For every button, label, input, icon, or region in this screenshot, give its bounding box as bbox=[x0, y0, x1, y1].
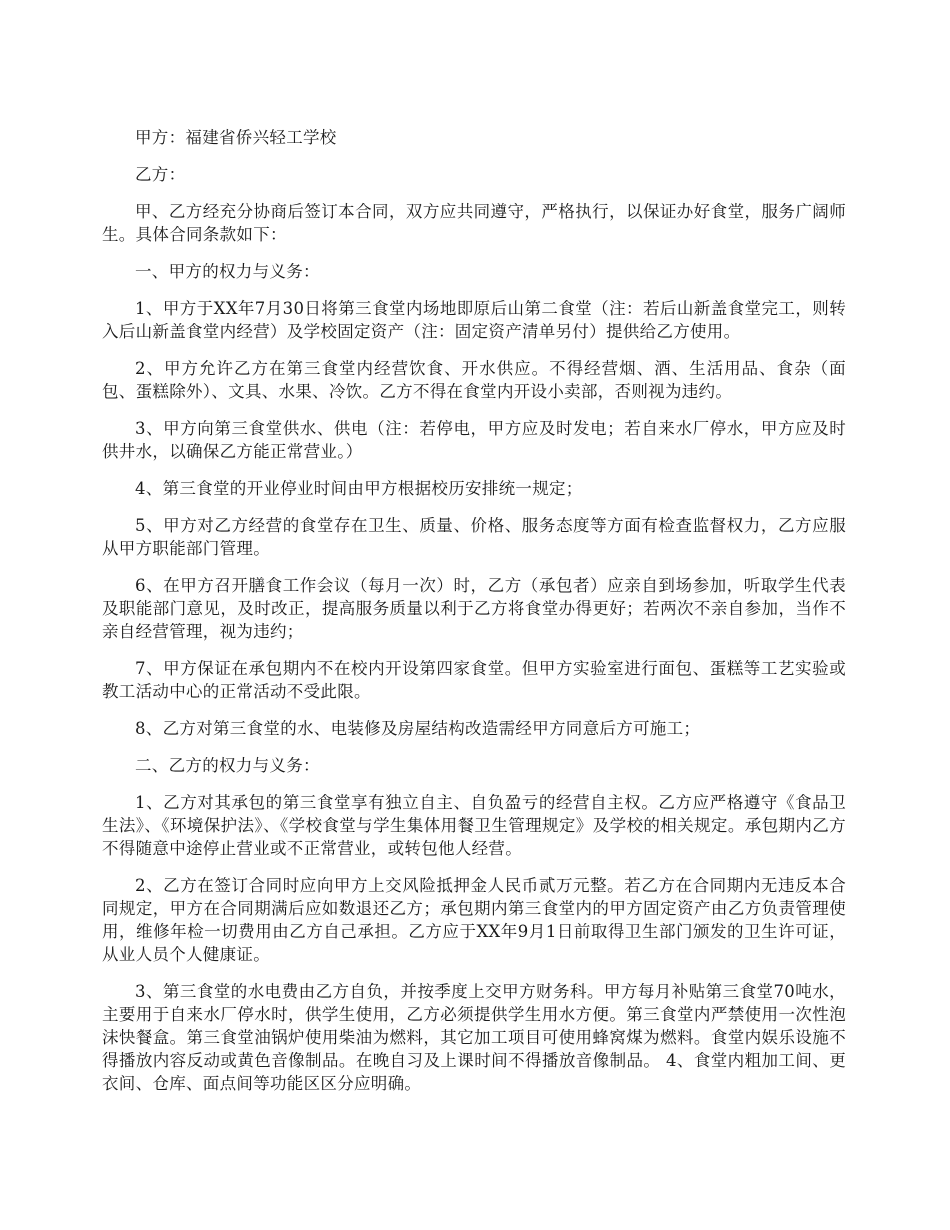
clause-b-1: 1、乙方对其承包的第三食堂享有独立自主、自负盈亏的经营自主权。乙方应严格遵守《食品卫生法》、《环境保护法》、《学校食堂与学生集体用餐卫生管理规定》及学校的相关规定。承包期内乙方不得随意中途停止营业或不正常营业，或转包他人经营。 bbox=[102, 793, 846, 858]
clause-a-4: 4、第三食堂的开业停业时间由甲方根据校历安排统一规定； bbox=[135, 479, 583, 498]
clause-a-8: 8、乙方对第三食堂的水、电装修及房屋结构改造需经甲方同意后方可施工； bbox=[135, 719, 701, 738]
clause-a-7: 7、甲方保证在承包期内不在校内开设第四家食堂。但甲方实验室进行面包、蛋糕等工艺实验或教工活动中心的正常活动不受此限。 bbox=[102, 659, 846, 701]
clause-b-3: 3、第三食堂的水电费由乙方自负，并按季度上交甲方财务科。甲方每月补贴第三食堂70吨水，主要用于自来水厂停水时，供学生使用，乙方必须提供学生用水方便。第三食堂内严禁使用一次性泡沫快餐盒。第三食堂油锅炉使用柴油为燃料，其它加工项目可使用蜂窝煤为燃料。食堂内娱乐设施不得播放内容反动或黄色音像制品。在晚自习及上课时间不得播放音像制品。 4、食堂内粗加工间、更衣间、仓库、面点间等功能区区分应明确。 bbox=[102, 982, 846, 1093]
party-a-line: 甲方：福建省侨兴轻工学校 bbox=[135, 128, 337, 147]
party-b-line: 乙方： bbox=[135, 165, 186, 184]
clause-a-6: 6、在甲方召开膳食工作会议（每月一次）时，乙方（承包者）应亲自到场参加，听取学生代表及职能部门意见，及时改正，提高服务质量以利于乙方将食堂办得更好；若两次不亲自参加，当作不亲自经营管理，视为违约； bbox=[102, 576, 846, 641]
contract-document bbox=[102, 126, 846, 1109]
clause-a-3: 3、甲方向第三食堂供水、供电（注：若停电，甲方应及时发电；若自来水厂停水，甲方应及时供井水，以确保乙方能正常营业。） bbox=[102, 419, 846, 461]
clause-a-5: 5、甲方对乙方经营的食堂存在卫生、质量、价格、服务态度等方面有检查监督权力，乙方应服从甲方职能部门管理。 bbox=[102, 516, 846, 558]
contract-intro: 甲、乙方经充分协商后签订本合同，双方应共同遵守，严格执行，以保证办好食堂，服务广阔师生。具体合同条款如下： bbox=[102, 202, 846, 244]
clause-a-2: 2、甲方允许乙方在第三食堂内经营饮食、开水供应。不得经营烟、酒、生活用品、食杂（面包、蛋糕除外）、文具、水果、冷饮。乙方不得在食堂内开设小卖部，否则视为违约。 bbox=[102, 359, 846, 401]
section-heading-party-b: 二、乙方的权力与义务： bbox=[135, 756, 320, 775]
section-heading-party-a: 一、甲方的权力与义务： bbox=[135, 262, 320, 281]
clause-a-1: 1、甲方于XX年7月30日将第三食堂内场地即原后山第二食堂（注：若后山新盖食堂完工，则转入后山新盖食堂内经营）及学校固定资产（注：固定资产清单另付）提供给乙方使用。 bbox=[102, 299, 846, 341]
clause-b-2: 2、乙方在签订合同时应向甲方上交风险抵押金人民币贰万元整。若乙方在合同期内无违反本合同规定，甲方在合同期满后应如数退还乙方；承包期内第三食堂内的甲方固定资产由乙方负责管理使用，维修年检一切费用由乙方自己承担。乙方应于XX年9月1日前取得卫生部门颁发的卫生许可证，从业人员个人健康证。 bbox=[102, 876, 846, 964]
